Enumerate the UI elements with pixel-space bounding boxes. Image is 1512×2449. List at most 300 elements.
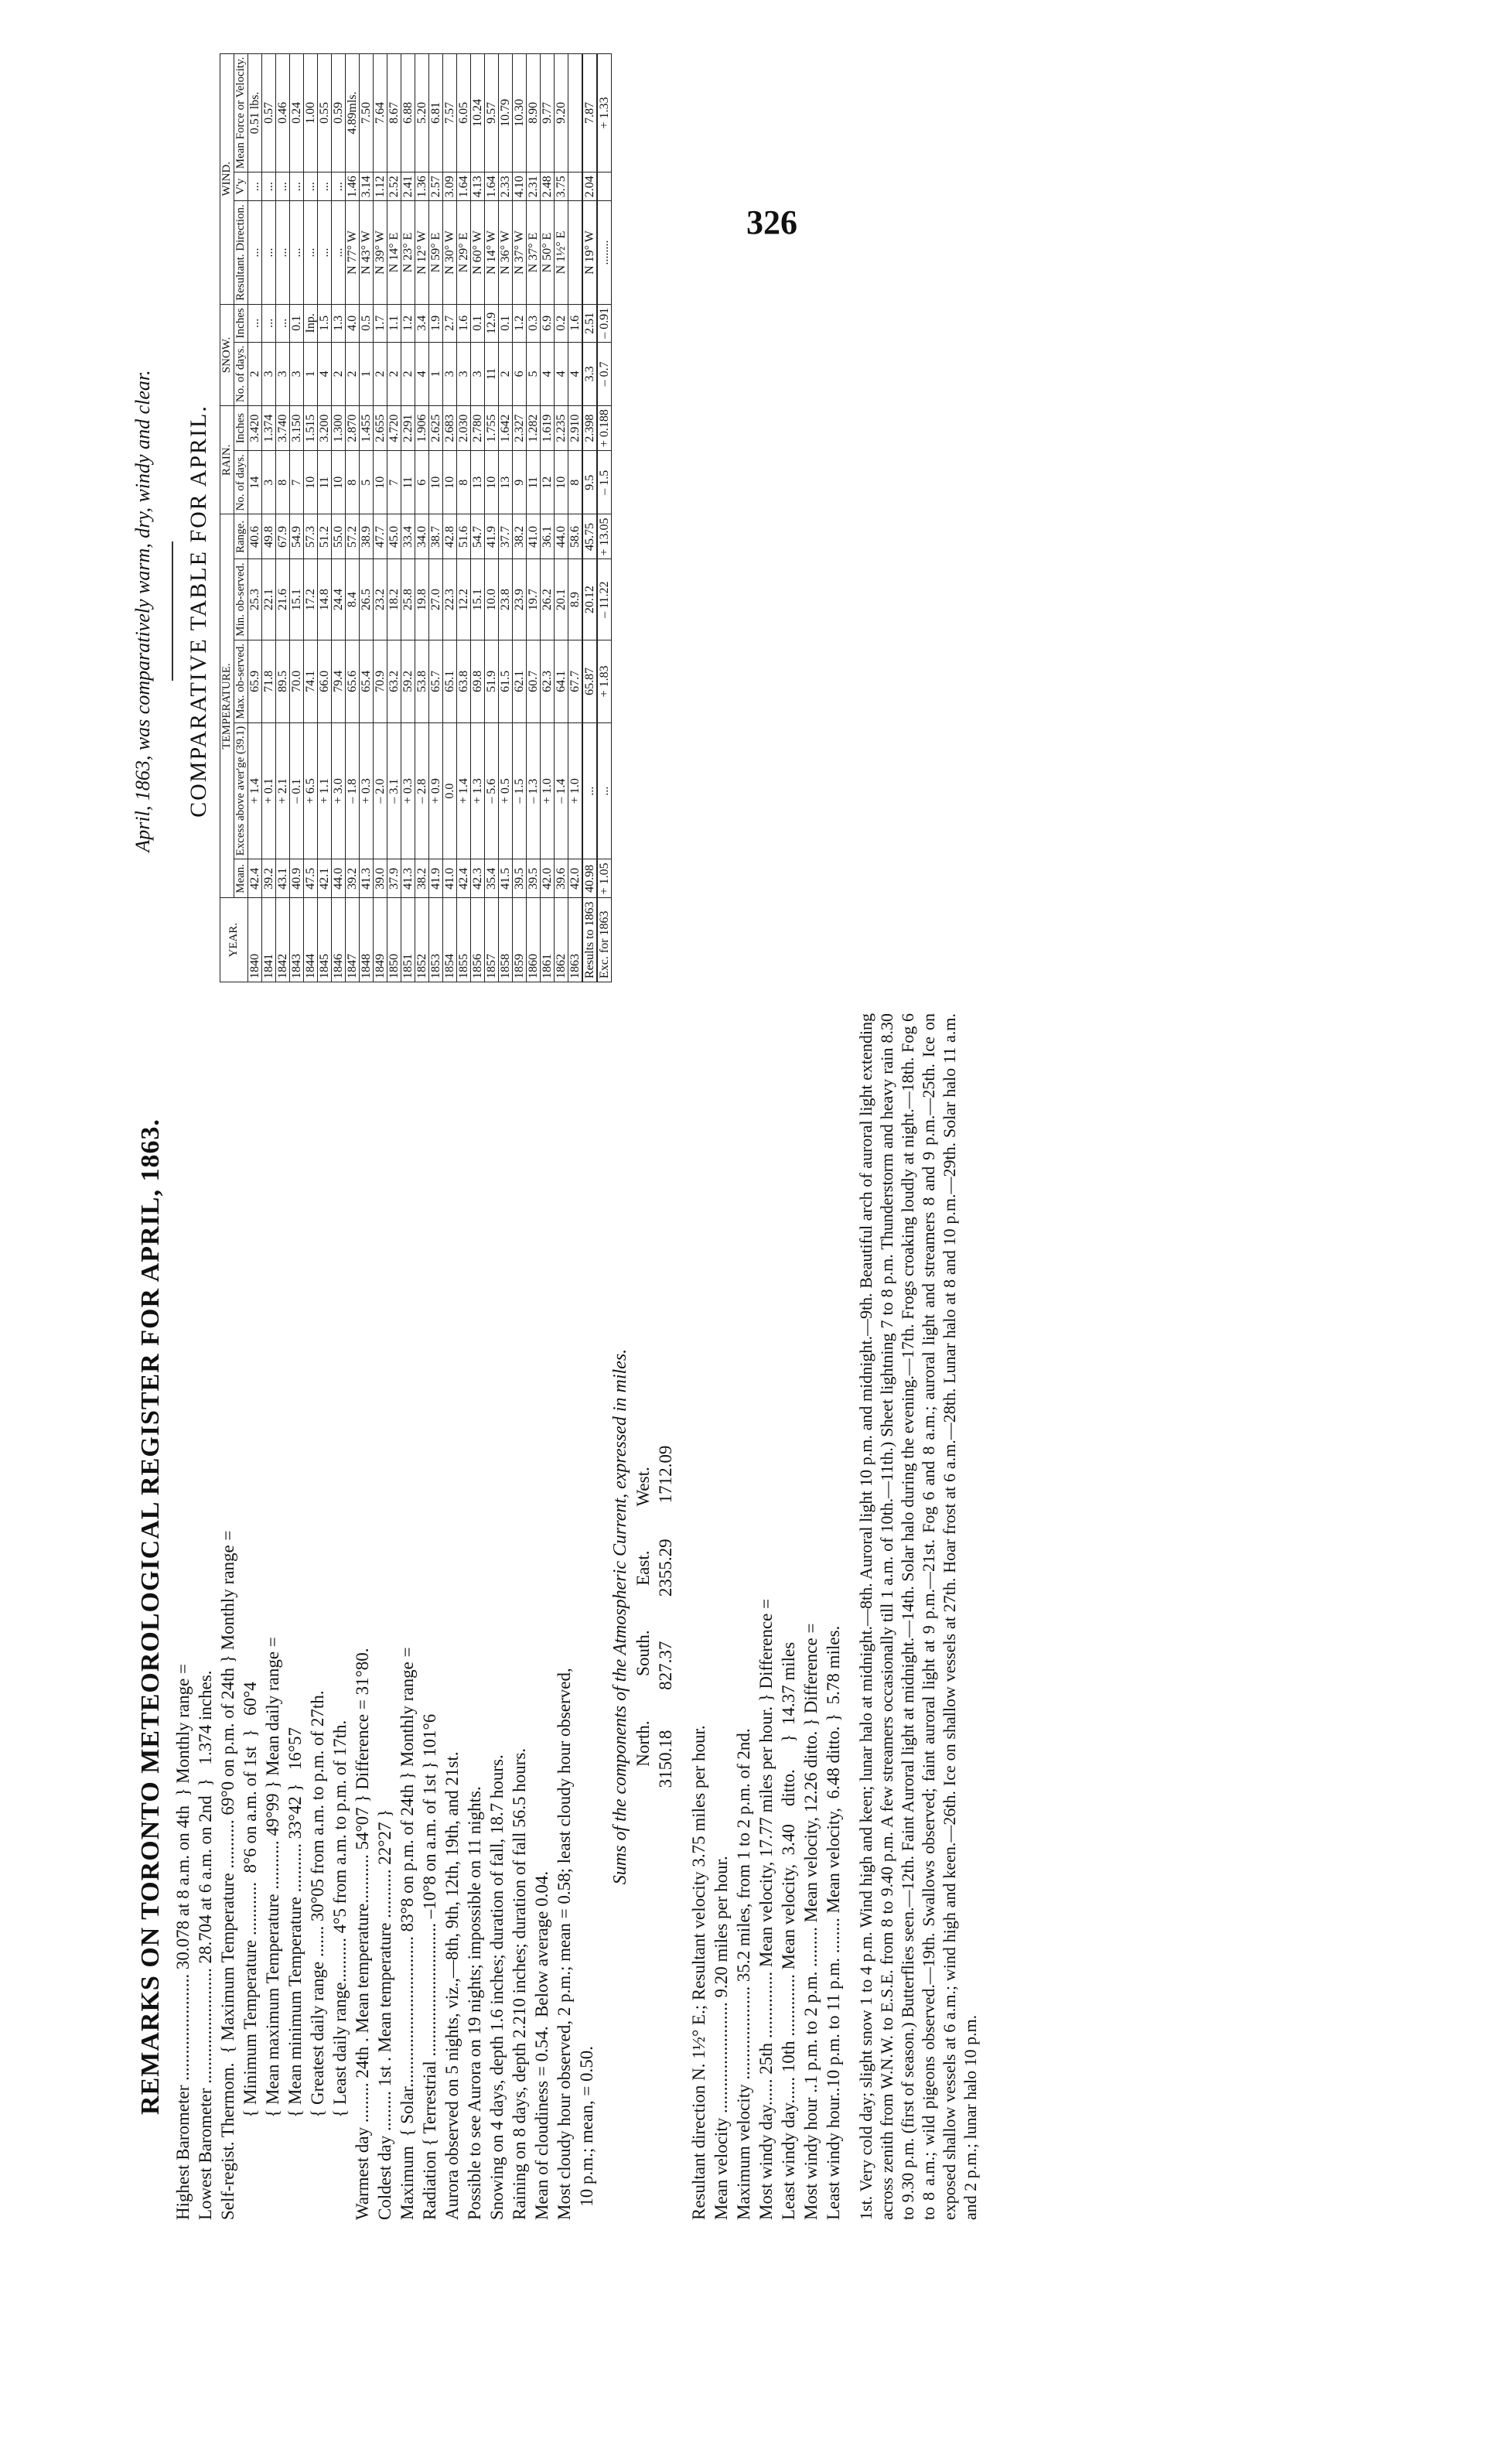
header-wind-direction: Resultant. Direction. [234, 201, 248, 305]
table-cell: + 0.9 [429, 722, 443, 859]
header-mean: Mean. [234, 859, 248, 898]
table-cell: 1863 [568, 898, 583, 982]
table-cell: 1847 [346, 898, 360, 982]
table-cell: 5 [527, 342, 541, 405]
table-cell: 3 [471, 342, 485, 405]
table-cell: 22.1 [262, 559, 276, 640]
table-cell: 9.20 [555, 53, 568, 172]
table-cell: 34.0 [415, 514, 429, 559]
remarks-line: Aurora observed on 5 nights, viz.,—8th, 9th, 12th, 19th, and 21st. [442, 1751, 462, 2220]
table-cell: 0.51 lbs. [248, 53, 262, 172]
table-cell: 38.2 [513, 514, 527, 559]
table-cell: – 1.4 [555, 722, 568, 859]
remarks-line: Snowing on 4 days, depth 1.6 inches; duration of fall, 18.7 hours. [487, 1754, 507, 2220]
table-cell: 2.04 [582, 172, 597, 201]
table-cell: 0.1 [499, 304, 513, 342]
table-cell: 6 [415, 451, 429, 514]
table-cell: 70.9 [374, 640, 387, 722]
table-cell: 8 [346, 451, 360, 514]
remarks-line: Self-regist. Thermom. { Maximum Temperature ........... 69°0 on p.m. of 24th } Monthly range = [218, 1530, 237, 2220]
table-cell: 5 [360, 451, 374, 514]
table-cell: 17.2 [304, 559, 318, 640]
table-cell: 3.740 [276, 406, 290, 451]
table-cell: 4.0 [346, 304, 360, 342]
table-cell: 8 [276, 451, 290, 514]
table-cell: 2.030 [457, 406, 471, 451]
table-cell: ... [262, 201, 276, 305]
table-cell: 13 [499, 451, 513, 514]
table-cell: 63.8 [457, 640, 471, 722]
page-number: 326 [746, 203, 797, 241]
table-cell: + 1.1 [318, 722, 332, 859]
table-cell: 14.8 [318, 559, 332, 640]
table-cell: 5.20 [415, 53, 429, 172]
table-cell: 42.1 [318, 859, 332, 898]
table-cell: 1842 [276, 898, 290, 982]
comparative-table-body [248, 53, 612, 982]
table-cell: 0.5 [360, 304, 374, 342]
table-cell: 12.9 [485, 304, 499, 342]
table-cell: N 12° W [415, 201, 429, 305]
table-cell: Results to 1863 [582, 898, 597, 982]
table-cell: 0.3 [527, 304, 541, 342]
table-cell: – 11.22 [597, 559, 612, 640]
table-cell: 12 [541, 451, 555, 514]
table-cell: N 59° E [429, 201, 443, 305]
table-row [248, 53, 262, 982]
table-cell: 2.51 [582, 304, 597, 342]
table-cell: ... [248, 201, 262, 305]
table-cell: 74.1 [304, 640, 318, 722]
table-cell [568, 172, 583, 201]
remarks-line: Possible to see Aurora on 19 nights; impossible on 11 nights. [465, 1786, 484, 2220]
table-cell: 4.10 [513, 172, 527, 201]
table-cell: ... [290, 201, 304, 305]
table-cell: 38.9 [360, 514, 374, 559]
table-cell: + 1.33 [597, 53, 612, 172]
table-cell: 40.9 [290, 859, 304, 898]
header-snow-inches: Inches [234, 304, 248, 342]
table-cell: 41.9 [485, 514, 499, 559]
table-row [568, 53, 583, 982]
table-row [471, 53, 485, 982]
table-row [262, 53, 276, 982]
table-cell: 42.0 [568, 859, 583, 898]
table-cell: ... [597, 722, 612, 859]
table-cell: 2 [332, 342, 346, 405]
table-cell: 2.780 [471, 406, 485, 451]
group-rain: RAIN. [220, 406, 234, 514]
table-cell: 39.2 [346, 859, 360, 898]
table-cell: 9.5 [582, 451, 597, 514]
table-cell: ... [332, 172, 346, 201]
remarks-line: Coldest day ......... 1st . Mean temperature ........... 22°27 } [375, 1809, 394, 2220]
table-cell: 40.6 [248, 514, 262, 559]
table-cell: N 60° W [471, 201, 485, 305]
table-cell: 67.7 [568, 640, 583, 722]
table-cell: 1.36 [415, 172, 429, 201]
table-cell: 0.2 [555, 304, 568, 342]
table-cell: 67.9 [276, 514, 290, 559]
table-cell: – 0.7 [597, 342, 612, 405]
table-cell: 1853 [429, 898, 443, 982]
table-cell: 25.8 [401, 559, 415, 640]
table-cell: 3.09 [443, 172, 457, 201]
table-cell: ........ [597, 201, 612, 305]
table-cell: 26.2 [541, 559, 555, 640]
table-cell: 1.7 [374, 304, 387, 342]
table-cell: 53.8 [415, 640, 429, 722]
table-row [527, 53, 541, 982]
table-cell: 10 [304, 451, 318, 514]
table-cell: 15.1 [290, 559, 304, 640]
table-cell: 2.31 [527, 172, 541, 201]
table-cell: – 5.6 [485, 722, 499, 859]
table-cell: 3 [276, 342, 290, 405]
table-row [374, 53, 387, 982]
table-cell: – 0.91 [597, 304, 612, 342]
table-cell: 42.4 [457, 859, 471, 898]
table-cell: 39.5 [513, 859, 527, 898]
table-cell: 0.57 [262, 53, 276, 172]
table-cell: 8.90 [527, 53, 541, 172]
table-cell: + 2.1 [276, 722, 290, 859]
table-cell: 39.0 [374, 859, 387, 898]
table-cell: 4.13 [471, 172, 485, 201]
table-cell: 22.3 [443, 559, 457, 640]
table-cell: 71.8 [262, 640, 276, 722]
table-cell: 2 [387, 342, 401, 405]
table-cell: 41.9 [429, 859, 443, 898]
table-cell: 19.7 [527, 559, 541, 640]
table-cell: ... [262, 172, 276, 201]
table-cell: 54.7 [471, 514, 485, 559]
remarks-line: { Mean maximum Temperature ........... 49°99 } Mean daily range = [263, 1637, 282, 2220]
table-cell: 65.1 [443, 640, 457, 722]
table-row [429, 53, 443, 982]
table-cell: 7 [290, 451, 304, 514]
table-cell: 3.3 [582, 342, 597, 405]
table-cell: 23.2 [374, 559, 387, 640]
table-cell: 0.59 [332, 53, 346, 172]
table-cell: 7.57 [443, 53, 457, 172]
table-cell: 47.5 [304, 859, 318, 898]
table-cell: 1.642 [499, 406, 513, 451]
table-cell: 1844 [304, 898, 318, 982]
table-cell: 1846 [332, 898, 346, 982]
comparative-title: COMPARATIVE TABLE FOR APRIL. [186, 405, 211, 818]
table-cell: + 0.3 [401, 722, 415, 859]
table-cell: 1854 [443, 898, 457, 982]
table-cell: 1858 [499, 898, 513, 982]
table-cell: 10.24 [471, 53, 485, 172]
table-cell: 39.6 [555, 859, 568, 898]
table-cell: 23.9 [513, 559, 527, 640]
table-cell: 3.420 [248, 406, 262, 451]
table-cell: ... [276, 201, 290, 305]
table-cell: 8.67 [387, 53, 401, 172]
table-cell: 7.87 [582, 53, 597, 172]
table-cell: 10 [485, 451, 499, 514]
table-cell: 3.75 [555, 172, 568, 201]
table-cell: 44.0 [555, 514, 568, 559]
remarks-line: { Mean minimum Temperature ........... 33°42 } 16°57 [285, 1727, 305, 2220]
table-cell: 8 [457, 451, 471, 514]
table-cell [597, 172, 612, 201]
table-cell: 10.79 [499, 53, 513, 172]
table-cell: 2.57 [429, 172, 443, 201]
remarks-line: Mean of cloudiness = 0.54. Below average 0.04. [532, 1870, 551, 2220]
table-cell: 2.235 [555, 406, 568, 451]
table-cell: 1862 [555, 898, 568, 982]
table-cell: 45.0 [387, 514, 401, 559]
table-cell [568, 201, 583, 305]
table-cell: 39.5 [527, 859, 541, 898]
table-cell: 6.9 [541, 304, 555, 342]
table-cell: 1849 [374, 898, 387, 982]
table-cell: 42.8 [443, 514, 457, 559]
table-cell: 2.625 [429, 406, 443, 451]
table-cell: 1848 [360, 898, 374, 982]
table-cell: 38.2 [415, 859, 429, 898]
table-cell: 3.14 [360, 172, 374, 201]
table-cell: + 0.3 [360, 722, 374, 859]
table-cell: 7 [387, 451, 401, 514]
remarks-line: { Least daily range.......... 4°5 from a.m. to p.m. of 17th. [330, 1720, 350, 2220]
table-cell: + 1.4 [457, 722, 471, 859]
table-cell: 37.7 [499, 514, 513, 559]
table-cell: N 39° W [374, 201, 387, 305]
table-cell: 11 [527, 451, 541, 514]
table-cell: 69.8 [471, 640, 485, 722]
table-cell: 2.291 [401, 406, 415, 451]
table-cell: 4 [415, 342, 429, 405]
table-cell: – 3.1 [387, 722, 401, 859]
table-cell: + 3.0 [332, 722, 346, 859]
remarks-line: Most cloudy hour observed, 2 p.m.; mean = 0.58; least cloudy hour observed, [555, 1668, 574, 2220]
table-cell: ... [318, 172, 332, 201]
table-cell: 41.3 [401, 859, 415, 898]
table-cell: N 23° E [401, 201, 415, 305]
remarks-line: Raining on 8 days, depth 2.210 inches; duration of fall 56.5 hours. [510, 1747, 529, 2220]
table-cell: 2 [346, 342, 360, 405]
table-cell: 2 [374, 342, 387, 405]
wind-line: Most windy day...... 25th ............... Mean velocity, 17.77 miles per hour. } Difference = [756, 1598, 776, 2220]
table-cell: ... [276, 304, 290, 342]
table-cell: 1.5 [318, 304, 332, 342]
table-cell: 4.720 [387, 406, 401, 451]
table-cell: + 1.83 [597, 640, 612, 722]
table-cell: N 30° W [443, 201, 457, 305]
table-cell: 3.4 [415, 304, 429, 342]
table-cell: + 0.188 [597, 406, 612, 451]
table-cell: – 1.8 [346, 722, 360, 859]
table-cell: N 37° W [513, 201, 527, 305]
comparative-section [131, 56, 612, 982]
table-cell: 18.2 [387, 559, 401, 640]
table-cell: 4 [541, 342, 555, 405]
table-cell: 41.0 [527, 514, 541, 559]
table-cell: 1861 [541, 898, 555, 982]
table-cell: 13 [471, 451, 485, 514]
remarks-line: Lowest Barometer .......................... 28.704 at 6 a.m. on 2nd } 1.374 inches. [196, 1670, 215, 2220]
table-cell: 51.6 [457, 514, 471, 559]
table-cell: 6 [513, 342, 527, 405]
table-cell: 33.4 [401, 514, 415, 559]
table-cell: 3 [457, 342, 471, 405]
group-snow: SNOW. [220, 304, 234, 405]
remarks-line: { Minimum Temperature ............ 8°6 on a.m. of 1st } 60°4 [241, 1682, 260, 2220]
table-cell: 1.6 [457, 304, 471, 342]
table-cell: 4 [568, 342, 583, 405]
table-cell: 2 [401, 342, 415, 405]
table-cell: – 0.1 [290, 722, 304, 859]
table-cell: 1.619 [541, 406, 555, 451]
table-cell: 2 [248, 342, 262, 405]
table-cell: 2 [499, 342, 513, 405]
table-cell: 20.1 [555, 559, 568, 640]
table-cell: 47.7 [374, 514, 387, 559]
table-cell: 10 [332, 451, 346, 514]
table-cell [568, 53, 583, 172]
table-cell: 6.81 [429, 53, 443, 172]
table-cell: 1.6 [568, 304, 583, 342]
table-cell: 1.1 [387, 304, 401, 342]
table-cell: 2.48 [541, 172, 555, 201]
remarks-line: 10 p.m.; mean, = 0.50. [577, 2045, 596, 2220]
table-cell: 21.6 [276, 559, 290, 640]
table-cell: N 77° W [346, 201, 360, 305]
table-cell: + 1.0 [568, 722, 583, 859]
remarks-line: Warmest day ......... 24th . Mean temperature........... 54°07 } Difference = 31°80. [353, 1648, 372, 2220]
table-row [541, 53, 555, 982]
table-cell: 0.1 [471, 304, 485, 342]
table-cell: 2.52 [387, 172, 401, 201]
table-cell: N 14° E [387, 201, 401, 305]
table-cell: ... [262, 304, 276, 342]
table-cell: 9.77 [541, 53, 555, 172]
table-cell: 1843 [290, 898, 304, 982]
table-cell: 1840 [248, 898, 262, 982]
table-cell: 11 [318, 451, 332, 514]
table-cell: 1851 [401, 898, 415, 982]
table-cell: + 13.05 [597, 514, 612, 559]
table-row [332, 53, 346, 982]
table-row [443, 53, 457, 982]
table-cell: 0.55 [318, 53, 332, 172]
table-cell: ... [304, 201, 318, 305]
table-cell: ... [276, 172, 290, 201]
table-row [360, 53, 374, 982]
table-cell: 10 [443, 451, 457, 514]
table-cell: 65.4 [360, 640, 374, 722]
table-cell: 20.12 [582, 559, 597, 640]
table-cell: 1.9 [429, 304, 443, 342]
group-wind: WIND. [220, 53, 234, 304]
header-snow-days: No. of days. [234, 342, 248, 405]
table-row [555, 53, 568, 982]
table-cell: 10.30 [513, 53, 527, 172]
wind-line: Least windy day...... 10th .............. Mean velocity, 3.40 ditto. } 14.37 miles [779, 1641, 798, 2220]
table-cell: 66.0 [318, 640, 332, 722]
table-cell: 58.6 [568, 514, 583, 559]
table-cell: ... [318, 201, 332, 305]
table-cell: 1 [360, 342, 374, 405]
table-cell: 11 [401, 451, 415, 514]
table-cell: 51.9 [485, 640, 499, 722]
table-cell: 65.7 [429, 640, 443, 722]
table-row [513, 53, 527, 982]
table-cell: 65.9 [248, 640, 262, 722]
table-cell: 39.2 [262, 859, 276, 898]
table-cell: 79.4 [332, 640, 346, 722]
table-cell: 65.6 [346, 640, 360, 722]
table-cell: + 1.0 [541, 722, 555, 859]
table-cell: N 50° E [541, 201, 555, 305]
table-cell: 1 [304, 342, 318, 405]
table-cell: 10.0 [485, 559, 499, 640]
table-cell: 59.2 [401, 640, 415, 722]
table-cell: 65.87 [582, 640, 597, 722]
table-row [415, 53, 429, 982]
header-excess: Excess above aver'ge (39.1) [234, 722, 248, 859]
table-cell: 45.75 [582, 514, 597, 559]
sums-columns: North. South. East. West. [633, 1467, 653, 1767]
table-cell: ... [332, 201, 346, 305]
table-cell: 24.4 [332, 559, 346, 640]
table-cell: N 36° W [499, 201, 513, 305]
table-cell: 10 [555, 451, 568, 514]
wind-line: Maximum velocity ..................... 35.2 miles, from 1 to 2 p.m. of 2nd. [734, 1728, 753, 2220]
table-cell: 54.9 [290, 514, 304, 559]
wind-line: Mean velocity ......................... 9.20 miles per hour. [712, 1856, 731, 2220]
table-row [457, 53, 471, 982]
table-row [276, 53, 290, 982]
table-cell: 89.5 [276, 640, 290, 722]
table-cell: 35.4 [485, 859, 499, 898]
table-cell: + 6.5 [304, 722, 318, 859]
wind-line: Least windy hour..10 p.m. to 11 p.m. ........ Mean velocity, 6.48 ditto. } 5.78 miles. [824, 1625, 843, 2220]
table-cell: 4 [555, 342, 568, 405]
table-cell: 3.200 [318, 406, 332, 451]
wind-line: Most windy hour ..1 p.m. to 2 p.m. ......... Mean velocity, 12.26 ditto. } Difference = [801, 1623, 821, 2220]
table-cell: 57.3 [304, 514, 318, 559]
table-cell: 44.0 [332, 859, 346, 898]
table-cell: 1845 [318, 898, 332, 982]
table-cell: 2.327 [513, 406, 527, 451]
table-row [304, 53, 318, 982]
table-cell: 27.0 [429, 559, 443, 640]
remarks-line: Radiation { Terrestrial .............................. –10°8 on a.m. of 1st } 101°6 [420, 1713, 439, 2220]
table-row [290, 53, 304, 982]
table-cell: 60.7 [527, 640, 541, 722]
table-cell: 41.0 [443, 859, 457, 898]
summary-row [582, 53, 597, 982]
table-cell: 57.2 [346, 514, 360, 559]
table-cell: N 14° W [485, 201, 499, 305]
table-cell: 3 [262, 342, 276, 405]
table-cell: 2.7 [443, 304, 457, 342]
table-cell: 3.150 [290, 406, 304, 451]
remarks-line: { Greatest daily range ....... 30°05 from a.m. to p.m. of 27th. [308, 1690, 327, 2220]
table-cell: 1.300 [332, 406, 346, 451]
table-cell: 8.9 [568, 559, 583, 640]
table-cell: 23.8 [499, 559, 513, 640]
table-cell: 1.2 [513, 304, 527, 342]
table-row [485, 53, 499, 982]
group-temperature: TEMPERATURE. [220, 514, 234, 898]
table-row [346, 53, 360, 982]
